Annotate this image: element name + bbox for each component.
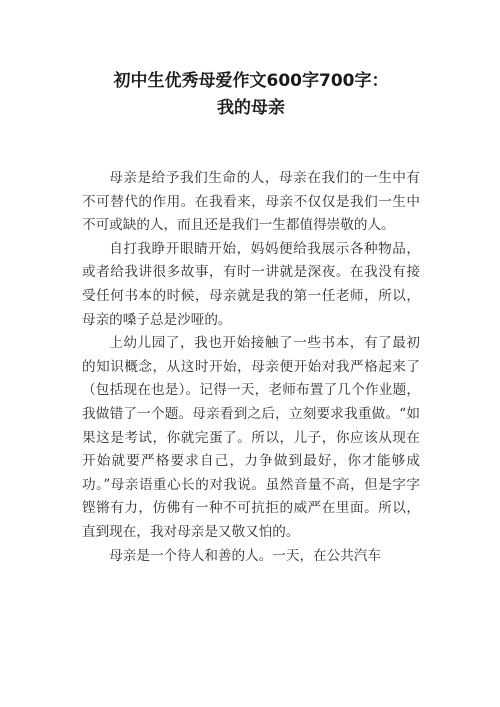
title-line-2: 我的母亲 bbox=[217, 98, 285, 118]
title-line-1: 初中生优秀母爱作文600字700字： bbox=[113, 71, 389, 91]
article-body bbox=[82, 167, 420, 568]
paragraph-3: 上幼儿园了，我也开始接触了一些书本，有了最初的知识概念，从这时开始，母亲便开始对我严格起来了（包括现在也是）。记得一天，老师布置了几个作业题，我做错了一个题。母亲看到之后，立刻要求我重做。“如果这是考试，你就完蛋了。所以，儿子，你应该从现在开始就要严格要求自己，力争做到最好，你才能够成功。”母亲语重心长的对我说。虽然音量不高，但是字字铿锵有力，仿佛有一种不可抗拒的威严在里面。所以，直到现在，我对母亲是又敬又怕的。 bbox=[82, 335, 420, 540]
paragraph-4: 母亲是一个待人和善的人。一天，在公共汽车 bbox=[109, 547, 382, 564]
paragraph-2: 自打我睁开眼睛开始，妈妈便给我展示各种物品，或者给我讲很多故事，有时一讲就是深夜。在我没有接受任何书本的时候，母亲就是我的第一任老师，所以，母亲的嗓子总是沙哑的。 bbox=[82, 240, 420, 328]
page-title bbox=[82, 68, 420, 122]
paragraph-1: 母亲是给予我们生命的人，母亲在我们的一生中有不可替代的作用。在我看来，母亲不仅仅是我们一生中不可或缺的人，而且还是我们一生都值得崇敬的人。 bbox=[82, 170, 420, 234]
